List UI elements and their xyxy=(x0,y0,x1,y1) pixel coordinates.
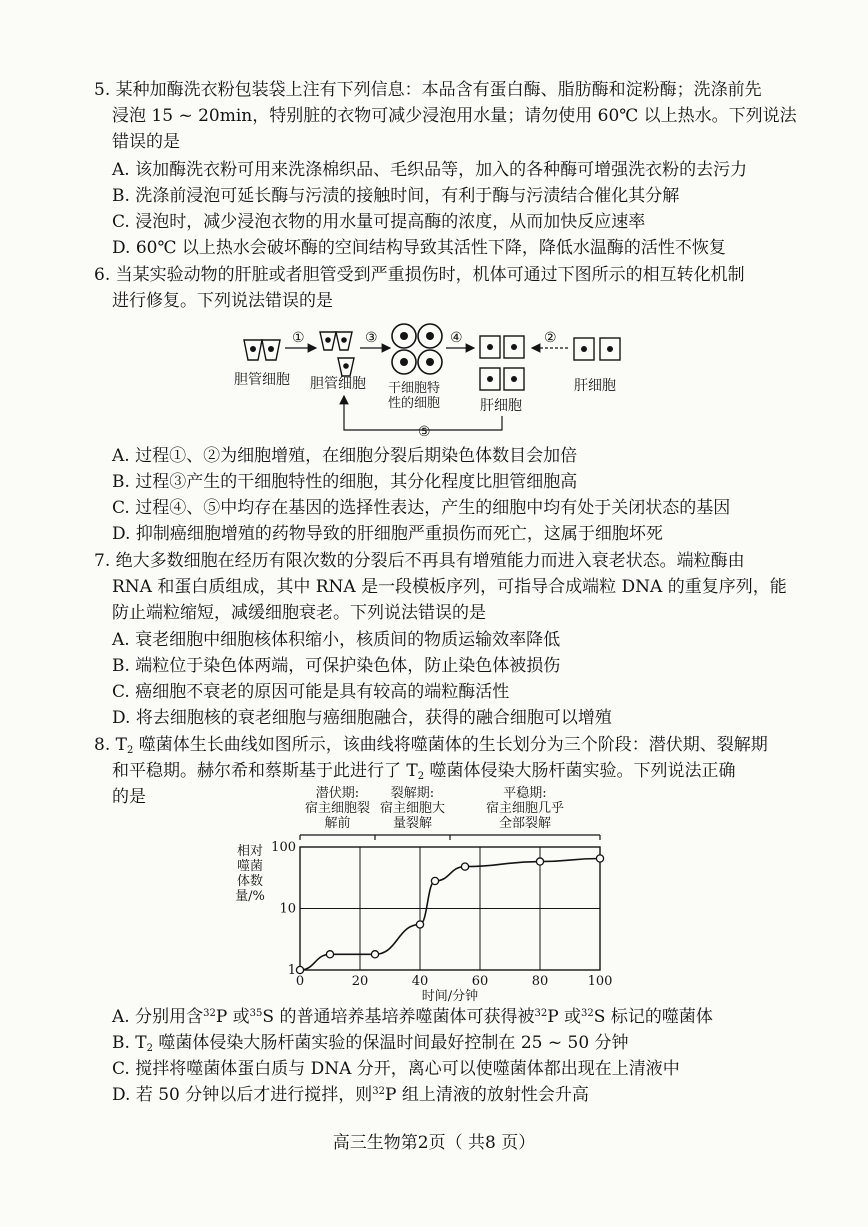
process-5-label: ⑤ xyxy=(418,424,431,440)
q7-option-b: B. 端粒位于染色体两端，可保护染色体，防止染色体被损伤 xyxy=(112,656,561,676)
process-4-label: ④ xyxy=(450,330,463,346)
q5-stem-line1: 5. 某种加酶洗衣粉包装袋上注有下列信息：本品含有蛋白酶、脂肪酶和淀粉酶；洗涤前先 xyxy=(94,80,762,100)
q5-option-b: B. 洗涤前浸泡可延长酶与污渍的接触时间，有利于酶与污渍结合催化其分解 xyxy=(112,186,680,206)
q6-stem-line2: 进行修复。下列说法错误的是 xyxy=(112,291,333,311)
q7-stem-line2: RNA 和蛋白质组成，其中 RNA 是一段模板序列，可指导合成端粒 DNA 的重复序列，能 xyxy=(112,577,787,597)
q5-stem-line3: 错误的是 xyxy=(112,132,180,152)
y-axis-label: 量/% xyxy=(235,889,265,904)
q7-option-a: A. 衰老细胞中细胞核体积缩小，核质间的物质运输效率降低 xyxy=(112,630,561,650)
phase-label-2: 裂解期: xyxy=(390,786,435,801)
q6-option-d: D. 抑制癌细胞增殖的药物导致的肝细胞严重损伤而死亡，这属于细胞坏死 xyxy=(112,524,663,544)
liver-cells-mid xyxy=(480,336,524,390)
q8-option-d: D. 若 50 分钟以后才进行搅拌，则$^{32}$P 组上清液的放射性会升高 xyxy=(112,1085,589,1105)
data-point xyxy=(596,855,603,862)
x-tick-label: 60 xyxy=(471,974,489,989)
q6-stem-line1: 6. 当某实验动物的肝脏或者胆管受到严重损伤时，机体可通过下图所示的相互转化机制 xyxy=(94,265,745,285)
y-axis-label: 相对 xyxy=(236,844,264,859)
label-stem-line2: 性的细胞 xyxy=(388,396,441,411)
x-tick-label: 80 xyxy=(531,974,549,989)
phase-label-1: 潜伏期: xyxy=(315,786,360,801)
y-tick-label: 100 xyxy=(271,840,296,855)
q7-option-c: C. 癌细胞不衰老的原因可能是具有较高的端粒酶活性 xyxy=(112,682,510,702)
x-tick-label: 100 xyxy=(587,974,613,989)
q8-stem-line3: 的是 xyxy=(112,787,146,807)
y-axis-label: 体数 xyxy=(236,874,264,889)
q5-option-a: A. 该加酶洗衣粉可用来洗涤棉织品、毛织品等，加入的各种酶可增强洗衣粉的去污力 xyxy=(112,160,748,180)
data-point xyxy=(416,921,423,928)
process-2-label: ② xyxy=(544,330,557,346)
data-point xyxy=(536,858,543,865)
data-point xyxy=(371,951,378,958)
q8-option-b: B. $T_2$ 噬菌体侵染大肠杆菌实验的保温时间最好控制在 25 ~ 50 分钟 xyxy=(112,1033,629,1054)
x-tick-label: 0 xyxy=(295,974,305,989)
phase-label-1: 解前 xyxy=(324,816,351,831)
y-tick-label: 1 xyxy=(287,963,296,978)
data-point xyxy=(326,951,333,958)
phase-label-2: 宿主细胞大 xyxy=(379,801,446,816)
label-liver-right: 肝细胞 xyxy=(574,378,616,394)
cell-conversion-diagram xyxy=(230,318,650,440)
q7-stem-line1: 7. 绝大多数细胞在经历有限次数的分裂后不再具有增殖能力而进入衰老状态。端粒酶由 xyxy=(94,551,745,571)
data-point xyxy=(296,966,303,973)
phase-label-1: 宿主细胞裂 xyxy=(304,801,371,816)
q8-option-c: C. 搅拌将噬菌体蛋白质与 DNA 分开，离心可以使噬菌体都出现在上清液中 xyxy=(112,1059,680,1079)
data-point xyxy=(431,877,438,884)
process-3-label: ③ xyxy=(365,330,378,346)
x-tick-label: 40 xyxy=(411,974,429,989)
q8-option-a: A. 分别用含$^{32}$P 或$^{35}$S 的普通培养基培养噬菌体可获得被$^{32}$P 或$^{32}$S 标记的噬菌体 xyxy=(112,1007,713,1027)
phage-growth-chart xyxy=(228,785,638,1007)
bile-duct-cells-left xyxy=(244,340,280,360)
q6-option-a: A. 过程①、②为细胞增殖，在细胞分裂后期染色体数目会加倍 xyxy=(112,446,578,466)
liver-cells-right xyxy=(574,338,620,360)
label-stem-line1: 干细胞特 xyxy=(388,381,441,396)
y-axis-label: 噬菌 xyxy=(236,859,264,874)
x-axis-label: 时间/分钟 xyxy=(421,989,479,1004)
q6-option-c: C. 过程④、⑤中均存在基因的选择性表达，产生的细胞中均有处于关闭状态的基因 xyxy=(112,498,731,518)
q7-stem-line3: 防止端粒缩短，减缓细胞衰老。下列说法错误的是 xyxy=(112,603,486,623)
bile-duct-cells-dividing xyxy=(320,332,354,376)
x-tick-label: 20 xyxy=(351,974,369,989)
q8-stem-line2: 和平稳期。赫尔希和蔡斯基于此进行了 $T_2$ 噬菌体侵染大肠杆菌实验。下列说法正确 xyxy=(112,761,736,782)
q6-option-b: B. 过程③产生的干细胞特性的细胞，其分化程度比胆管细胞高 xyxy=(112,472,578,492)
phase-label-3: 平稳期: xyxy=(503,786,547,801)
q8-stem-line1: 8. $T_2$ 噬菌体生长曲线如图所示，该曲线将噬菌体的生长划分为三个阶段：潜伏期、裂解期 xyxy=(94,735,768,756)
process-1-label: ① xyxy=(292,330,305,346)
phase-label-3: 宿主细胞几乎 xyxy=(485,801,565,816)
growth-curve xyxy=(300,859,600,970)
page-footer: 高三生物第2页（ 共8 页） xyxy=(332,1133,536,1153)
phase-label-2: 量裂解 xyxy=(392,816,433,831)
data-point xyxy=(461,863,468,870)
q5-stem-line2: 浸泡 15 ~ 20min，特别脏的衣物可减少浸泡用水量；请勿使用 60℃ 以上热水。下列说法 xyxy=(112,106,797,126)
q7-option-d: D. 将去细胞核的衰老细胞与癌细胞融合，获得的融合细胞可以增殖 xyxy=(112,708,612,728)
label-bile-duct-left: 胆管细胞 xyxy=(234,372,290,388)
q5-option-d: D. 60℃ 以上热水会破坏酶的空间结构导致其活性下降，降低水温酶的活性不恢复 xyxy=(112,238,726,258)
y-tick-label: 10 xyxy=(279,901,296,917)
label-bile-duct-mid: 胆管细胞 xyxy=(310,376,366,392)
label-liver-mid: 肝细胞 xyxy=(480,398,522,414)
q5-option-c: C. 浸泡时，减少浸泡衣物的用水量可提高酶的浓度，从而加快反应速率 xyxy=(112,212,646,232)
phase-label-3: 全部裂解 xyxy=(498,816,552,831)
stem-like-cells xyxy=(392,324,442,374)
